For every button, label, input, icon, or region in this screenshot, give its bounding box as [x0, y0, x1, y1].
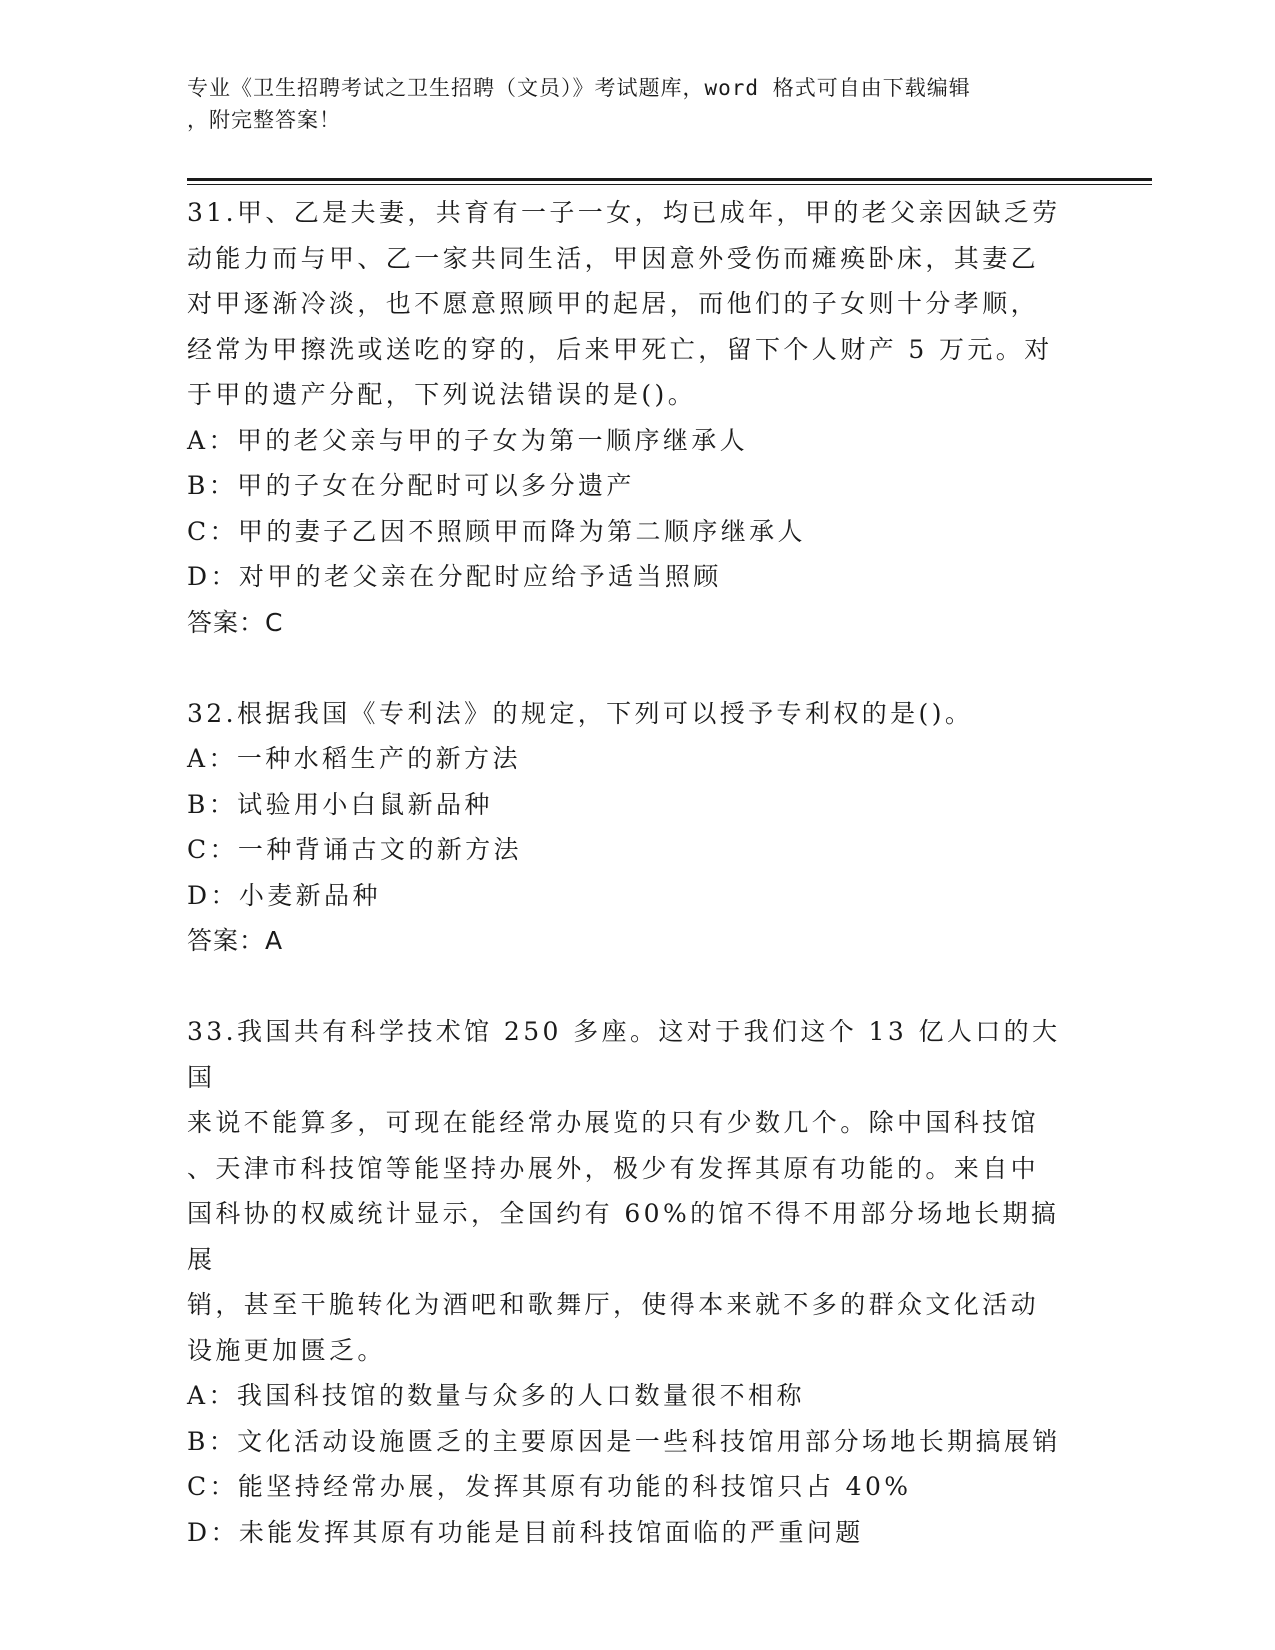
question-31 — [187, 190, 1087, 645]
question-stem-line: 33.我国共有科学技术馆 250 多座。这对于我们这个 13 亿人口的大国 — [187, 1017, 1061, 1092]
header-line-2: ，附完整答案！ — [187, 108, 341, 132]
question-32 — [187, 691, 1087, 964]
option-c: C：甲的妻子乙因不照顾甲而降为第二顺序继承人 — [187, 516, 806, 546]
question-list — [187, 190, 1087, 1555]
option-c: C：一种背诵古文的新方法 — [187, 835, 522, 864]
question-stem-line: 动能力而与甲、乙一家共同生活，甲因意外受伤而瘫痪卧床，其妻乙 — [187, 243, 1040, 273]
header-divider-thin — [187, 184, 1152, 185]
question-stem-line: 经常为甲擦洗或送吃的穿的，后来甲死亡，留下个人财产 5 万元。对 — [187, 334, 1053, 364]
question-stem-line: 对甲逐渐冷淡，也不愿意照顾甲的起居，而他们的子女则十分孝顺， — [187, 289, 1040, 318]
question-stem-line: 31.甲、乙是夫妻，共育有一子一女，均已成年，甲的老父亲因缺乏劳 — [187, 198, 1061, 227]
question-stem-line: 销，甚至干脆转化为酒吧和歌舞厅，使得本来就不多的群众文化活动 — [187, 1290, 1040, 1319]
question-stem-line: 于甲的遗产分配，下列说法错误的是()。 — [187, 380, 697, 409]
option-d: D：小麦新品种 — [187, 880, 381, 910]
option-c: C：能坚持经常办展，发挥其原有功能的科技馆只占 40% — [187, 1472, 912, 1501]
answer-label: 答案：A — [187, 926, 284, 955]
question-stem-line: 32.根据我国《专利法》的规定，下列可以授予专利权的是()。 — [187, 698, 974, 728]
option-b: B：试验用小白鼠新品种 — [187, 789, 493, 819]
document-header — [187, 72, 1067, 136]
option-a: A：我国科技馆的数量与众多的人口数量很不相称 — [187, 1381, 805, 1410]
question-33 — [187, 1009, 1087, 1555]
question-stem-line: 设施更加匮乏。 — [187, 1335, 386, 1365]
option-b: B：甲的子女在分配时可以多分遗产 — [187, 471, 635, 500]
option-a: A：甲的老父亲与甲的子女为第一顺序继承人 — [187, 425, 749, 455]
question-spacer — [187, 964, 1087, 1010]
answer-label: 答案：C — [187, 607, 284, 637]
option-d: D：对甲的老父亲在分配时应给予适当照顾 — [187, 562, 722, 591]
question-stem-line: 国科协的权威统计显示，全国约有 60%的馆不得不用部分场地长期搞展 — [187, 1199, 1060, 1274]
option-d: D：未能发挥其原有功能是目前科技馆面临的严重问题 — [187, 1517, 864, 1547]
question-stem-line: 来说不能算多，可现在能经常办展览的只有少数几个。除中国科技馆 — [187, 1108, 1040, 1137]
option-b: B：文化活动设施匮乏的主要原因是一些科技馆用部分场地长期搞展销 — [187, 1426, 1061, 1456]
question-stem-line: 、天津市科技馆等能坚持办展外，极少有发挥其原有功能的。来自中 — [187, 1153, 1040, 1183]
header-divider-thick — [187, 178, 1152, 181]
header-line-1: 专业《卫生招聘考试之卫生招聘（文员）》考试题库，word 格式可自由下载编辑 — [187, 76, 971, 100]
question-spacer — [187, 645, 1087, 691]
option-a: A：一种水稻生产的新方法 — [187, 744, 521, 773]
